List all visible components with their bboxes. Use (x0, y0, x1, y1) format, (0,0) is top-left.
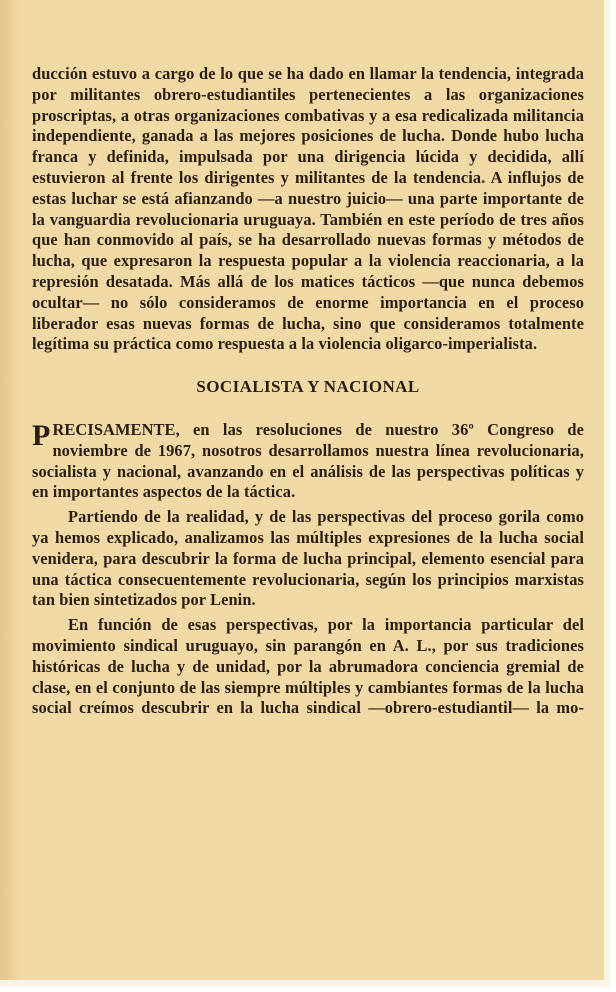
page-gutter-shadow (0, 0, 22, 980)
drop-cap-paragraph-text: RECISAMENTE, en las resoluciones de nuestro 36º Congreso de noviembre de 1967, nosotros desarrollamos nuestra línea revolucionaria, socialista y nacional, avanzando en el análisis de las perspectivas políticas y en importantes aspectos de la táctica. (32, 419, 584, 502)
paragraph-drop-cap (32, 420, 584, 503)
paragraph-continuation: ducción estuvo a cargo de lo que se ha dado en llamar la tendencia, integrada por militantes obrero-estudiantiles pertenecientes a las organizaciones proscriptas, a otras organizaciones combativas y a esa redicalizada militancia independiente, ganada a las mejores posiciones de lucha. Donde hubo lucha franca y definida, impulsada por una dirigencia lúcida y decidida, allí estuvieron al frente los dirigentes y militantes de la tendencia. A influjos de estas luchar se está afianzando —a nuestro juicio— una parte importante de la vanguardia revolucionaria uruguaya. También en este período de tres años que han conmovido al país, se ha desarrollado nuevas formas y métodos de lucha, que expresaron la respuesta popular a la violencia reaccionaria, a la represión desatada. Más allá de los matices tácticos —que nunca debemos ocultar— no sólo consideramos de enorme importancia en el proceso liberador esas nuevas formas de lucha, sino que consideramos totalmente legítima su práctica como respuesta a la violencia oligarco-imperialista. (32, 64, 584, 354)
paragraph-reality: Partiendo de la realidad, y de las perspectivas del proceso gorila como ya hemos explicado, analizamos las múltiples expresiones de la lucha social venidera, para descubrir la forma de lucha principal, elemento esencial para una táctica consecuentemente revolucionaria, según los principios marxistas tan bien sintetizados por Lenin. (32, 507, 584, 610)
paragraph-perspectives: En función de esas perspectivas, por la importancia particular del movimiento sindical uruguayo, sin parangón en A. L., por sus tradiciones históricas de lucha y de unidad, por la abrumadora conciencia gremial de clase, en el conjunto de las siempre múltiples y cambiantes formas de la lucha social creímos descubrir en la lucha sindical —obrero-estudiantil— la mo- (32, 615, 584, 718)
section-heading: SOCIALISTA Y NACIONAL (196, 377, 420, 397)
article-body (32, 64, 584, 719)
drop-cap-letter: P (32, 418, 51, 452)
